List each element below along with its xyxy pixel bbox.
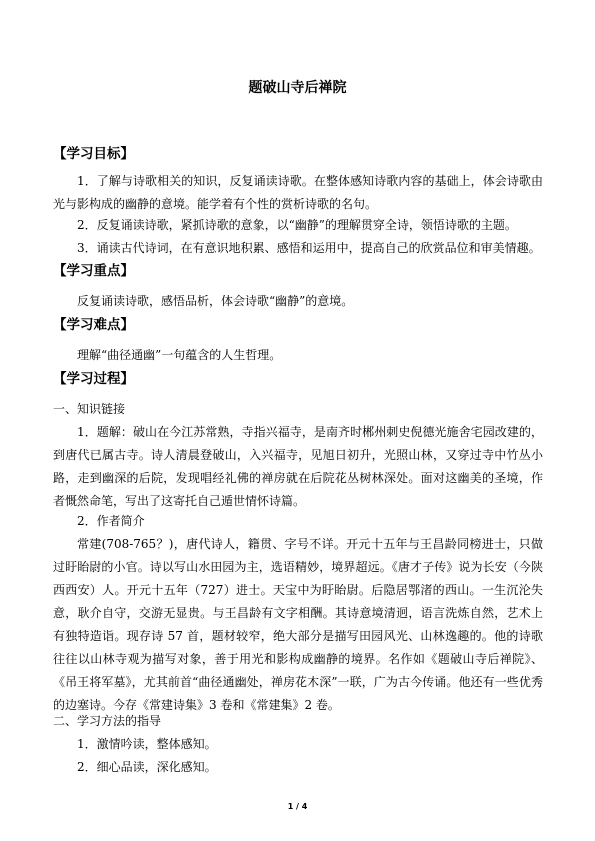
method-item-2: 2．细心品读，深化感知。 — [77, 760, 217, 774]
knowledge-item-1: 1．题解：破山在今江苏常熟，寺指兴福寺，是南齐时郴州刺史倪德光施舍宅园改建的，到唐代已属古寺。诗人清晨登破山，入兴福寺，见旭日初升，光照山林，又穿过寺中竹丛小路，走到幽深的后院，发现唱经礼佛的禅房就在后院花丛树林深处。面对这幽美的圣境，作者慨然命笔，写出了这寄托自己遁世情怀诗篇。 — [53, 425, 543, 508]
section-heading-objectives: 【学习目标】 — [53, 146, 134, 162]
part1-heading: 一、知识链接 — [53, 402, 126, 416]
page-title: 题破山寺后禅院 — [248, 80, 347, 96]
objective-item-1: 1．了解与诗歌相关的知识，反复诵读诗歌。在整体感知诗歌内容的基础上，体会诗歌由光与影构成的幽静的意境。能学着有个性的赏析诗歌的名句。 — [53, 174, 543, 211]
knowledge-item-2-heading: 2．作者简介 — [77, 514, 145, 528]
section-heading-difficulties: 【学习难点】 — [53, 317, 134, 333]
difficulty-text: 理解“曲径通幽”一句蕴含的人生哲理。 — [77, 348, 282, 362]
method-item-1: 1．激情吟读，整体感知。 — [77, 737, 217, 751]
key-point-text: 反复诵读诗歌，感悟品析，体会诗歌“幽静”的意境。 — [77, 294, 354, 308]
part2-heading: 二、学习方法的指导 — [53, 714, 162, 728]
objective-item-2: 2．反复诵读诗歌，紧抓诗歌的意象，以“幽静”的理解贯穿全诗，领悟诗歌的主题。 — [77, 218, 517, 232]
author-bio: 常建(708-765？)，唐代诗人，籍贯、字号不详。开元十五年与王昌龄同榜进士，只做过盱眙尉的小官。诗以写山水田园为主，选语精妙，境界超远。《唐才子传》说为长安（今陕西西安）人。开元十五年（727）进士。天宝中为盱眙尉。后隐居鄂渚的西山。一生沉沦失意，耿介自守，交游无显贵。与王昌龄有文字相酬。其诗意境清迥，语言洗炼自然，艺术上有独特造诣。现存诗 57 首，题材较窄，绝大部分是描写田园风光、山林逸趣的。他的诗歌往往以山林寺观为描写对象，善于用光和影构成幽静的境界。名作如《题破山寺后禅院》、《吊王将军墓》，尤其前首“曲径通幽处，禅房花木深”一联，广为古今传诵。他还有一些优秀的边塞诗。今存《常建诗集》3 卷和《常建集》2 卷。 — [53, 537, 543, 712]
section-heading-process: 【学习过程】 — [53, 371, 134, 387]
section-heading-key-points: 【学习重点】 — [53, 263, 134, 279]
page-number: 1 / 4 — [287, 802, 308, 811]
objective-item-3: 3．诵读古代诗词，在有意识地积累、感悟和运用中，提高自己的欣赏品位和审美情趣。 — [77, 241, 541, 255]
